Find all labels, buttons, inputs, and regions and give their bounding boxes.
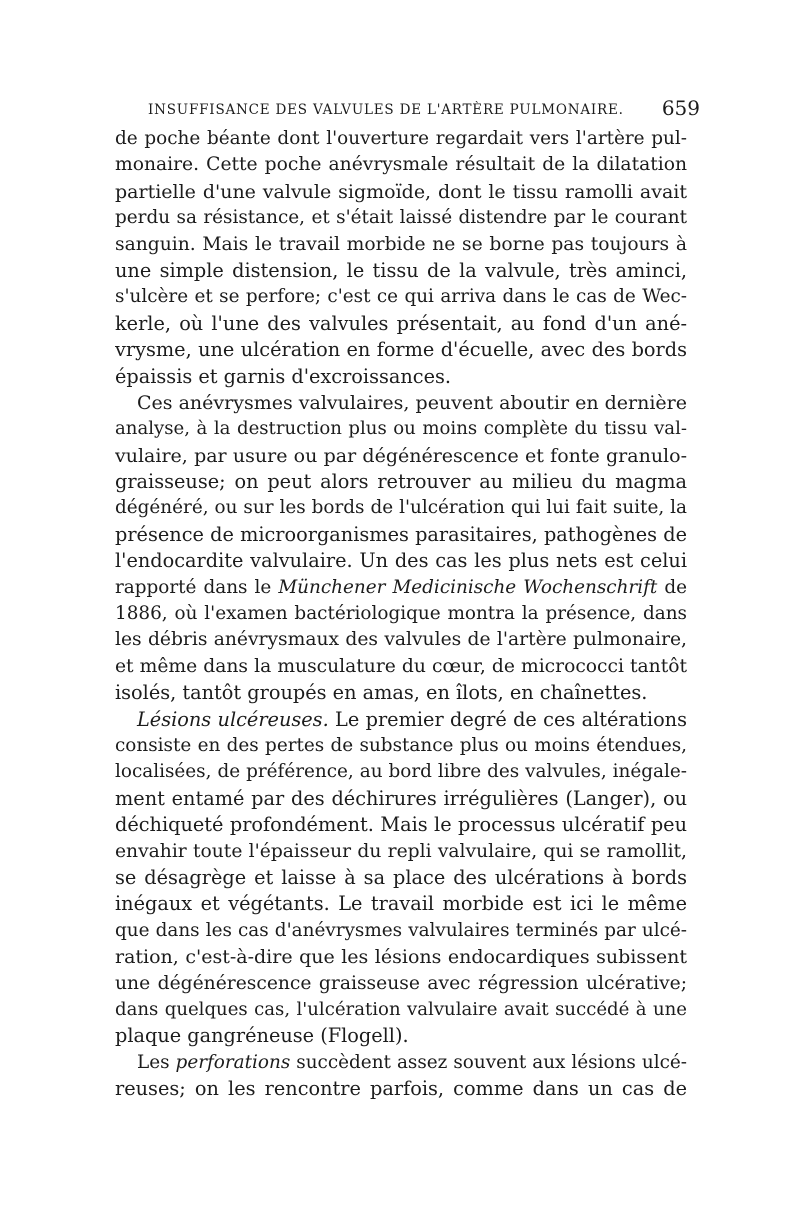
text-run: et même dans la musculature du cœur, de micrococci tantôt bbox=[115, 655, 687, 677]
text-run: épaissis et garnis d'excroissances. bbox=[115, 364, 452, 388]
text-line bbox=[115, 865, 687, 891]
text-run: 1886, où l'examen bactériologique montra la présence, dans bbox=[115, 603, 687, 625]
text-line bbox=[115, 1050, 687, 1076]
text-line bbox=[115, 759, 687, 785]
text-line bbox=[115, 232, 687, 258]
italic-text: Lésions ulcéreuses. bbox=[137, 707, 329, 731]
running-title: INSUFFISANCE DES VALVULES DE L'ARTÈRE PULMONAIRE. bbox=[148, 102, 624, 118]
text-line bbox=[115, 416, 687, 442]
text-run: présence de microorganismes parasitaires, pathogènes de bbox=[115, 522, 687, 546]
text-run: isolés, tantôt groupés en amas, en îlots, en chaînettes. bbox=[115, 681, 648, 705]
text-run: s'ulcère et se perfore; c'est ce qui arriva dans le cas de Wec- bbox=[115, 286, 687, 308]
text-line bbox=[115, 654, 687, 680]
text-run: localisées, de préférence, au bord libre des valvules, inégale- bbox=[115, 761, 687, 783]
text-line bbox=[115, 258, 687, 284]
text-run: rapporté dans le bbox=[115, 576, 279, 598]
text-run: dégénéré, ou sur les bords de l'ulcération qui lui fait suite, la bbox=[115, 497, 687, 519]
page-header bbox=[148, 82, 700, 122]
text-line bbox=[115, 390, 687, 416]
text-line bbox=[115, 575, 687, 601]
text-line bbox=[115, 997, 687, 1023]
text-line bbox=[115, 944, 687, 970]
text-run: l'endocardite valvulaire. Un des cas les plus nets est celui bbox=[115, 549, 687, 573]
text-run: consiste en des pertes de substance plus ou moins étendues, bbox=[115, 734, 687, 756]
text-run: Les bbox=[137, 1051, 176, 1073]
text-run: les débris anévrysmaux des valvules de l'artère pulmonaire, bbox=[115, 629, 687, 651]
text-line bbox=[115, 495, 687, 521]
text-run: une dégénérescence graisseuse avec régression ulcérative; bbox=[115, 972, 687, 994]
text-line bbox=[115, 126, 687, 152]
text-line bbox=[115, 205, 687, 231]
text-run: plaque gangréneuse (Flogell). bbox=[115, 1024, 409, 1048]
text-line bbox=[115, 469, 687, 495]
text-line bbox=[115, 839, 687, 865]
text-run: de bbox=[657, 576, 687, 598]
italic-text: perforations bbox=[175, 1051, 291, 1073]
text-run: Le premier degré de ces altérations bbox=[328, 707, 687, 731]
text-run: Ces anévrysmes valvulaires, peuvent aboutir en dernière bbox=[137, 391, 687, 414]
text-line bbox=[115, 680, 687, 706]
text-run: une simple distension, le tissu de la valvule, très aminci, bbox=[115, 258, 687, 282]
text-run: perdu sa résistance, et s'était laissé distendre par le courant bbox=[115, 207, 687, 229]
text-run: partielle d'une valvule sigmoïde, dont le tissu ramolli avait bbox=[115, 180, 687, 203]
text-line bbox=[115, 918, 687, 944]
text-line bbox=[115, 337, 687, 363]
text-line bbox=[115, 522, 687, 548]
text-line bbox=[115, 891, 687, 917]
text-run: graisseuse; on peut alors retrouver au milieu du magma bbox=[115, 470, 687, 494]
text-line bbox=[115, 601, 687, 627]
text-run: dans quelques cas, l'ulcération valvulaire avait succédé à une bbox=[115, 998, 687, 1020]
text-run: de poche béante dont l'ouverture regardait vers l'artère pul- bbox=[115, 128, 687, 149]
text-line bbox=[115, 443, 687, 469]
text-run: ment entamé par des déchirures irrégulières (Langer), ou bbox=[115, 786, 687, 810]
text-run: inégaux et végétants. Le travail morbide est ici le même bbox=[115, 892, 687, 916]
text-line bbox=[115, 548, 687, 574]
text-line bbox=[115, 627, 687, 653]
text-run: monaire. Cette poche anévrysmale résultait de la dilatation bbox=[115, 154, 687, 176]
text-run: déchiqueté profondément. Mais le processus ulcératif peu bbox=[115, 813, 687, 837]
body-text bbox=[115, 126, 687, 1102]
text-line bbox=[115, 812, 687, 838]
text-line bbox=[115, 1023, 687, 1049]
italic-text: Münchener Medicinische Wochenschrift bbox=[278, 576, 658, 598]
text-run: succèdent assez souvent aux lésions ulcé- bbox=[290, 1051, 687, 1073]
text-line bbox=[115, 179, 687, 205]
text-run: sanguin. Mais le travail morbide ne se borne pas toujours à bbox=[115, 233, 687, 255]
text-run: kerle, où l'une des valvules présentait, au fond d'un ané- bbox=[115, 311, 687, 335]
text-line bbox=[115, 707, 687, 733]
text-run: analyse, à la destruction plus ou moins complète du tissu val- bbox=[115, 418, 687, 440]
text-line bbox=[115, 364, 687, 390]
page-number: 659 bbox=[661, 96, 700, 120]
text-run: se désagrège et laisse à sa place des ulcérations à bords bbox=[115, 865, 687, 889]
text-run: reuses; on les rencontre parfois, comme dans un cas de bbox=[115, 1077, 687, 1101]
text-line bbox=[115, 971, 687, 997]
text-line bbox=[115, 152, 687, 178]
text-line bbox=[115, 311, 687, 337]
text-line bbox=[115, 733, 687, 759]
text-line bbox=[115, 1076, 687, 1102]
text-run: vrysme, une ulcération en forme d'écuelle, avec des bords bbox=[115, 338, 687, 362]
text-run: ration, c'est-à-dire que les lésions endocardiques subissent bbox=[115, 946, 687, 969]
text-line bbox=[115, 284, 687, 310]
text-run: vulaire, par usure ou par dégénérescence et fonte granulo- bbox=[115, 444, 687, 467]
text-run: envahir toute l'épaisseur du repli valvulaire, qui se ramollit, bbox=[115, 840, 687, 862]
text-run: que dans les cas d'anévrysmes valvulaires terminés par ulcé- bbox=[115, 919, 687, 941]
text-line bbox=[115, 786, 687, 812]
